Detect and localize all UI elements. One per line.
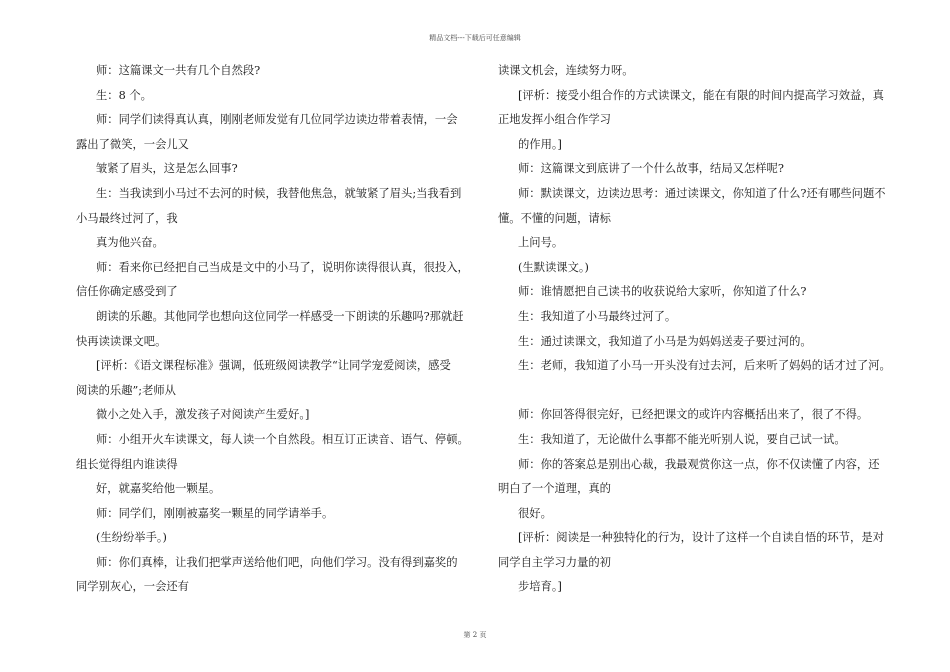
blank-line (498, 379, 882, 404)
text-line: 师：看来你已经把自己当成是文中的小马了，说明你读得很认真，很投入， (96, 260, 469, 274)
text-line: 阅读的乐趣”;老师从 (76, 383, 176, 397)
text-line: 生：通过读课文，我知道了小马是为妈妈送麦子要过河的。 (518, 334, 812, 348)
text-line: 快再读读课文吧。 (76, 334, 167, 348)
text-line: 懂。不懂的问题，请标 (498, 211, 611, 225)
text-line: 很好。 (518, 506, 552, 520)
text-line: 师：你的答案总是别出心裁，我最观赏你这一点，你不仅读懂了内容，还 (518, 457, 880, 471)
text-line: 师：这篇课文到底讲了一个什么故事，结局又怎样呢? (518, 162, 784, 176)
text-line: 明白了一个道理，真的 (498, 482, 611, 496)
text-line: 真为他兴奋。 (96, 236, 164, 250)
text-line: 读课文机会，连续努力呀。 (498, 64, 634, 77)
page-number: 第 2 页 (463, 631, 487, 639)
text-line: 师：你回答得很完好，已经把课文的或许内容概括出来了，很了不得。 (518, 408, 869, 422)
text-line: [评析：阅读是一种独特化的行为，设计了这样一个自读自悟的环节，是对 (518, 531, 884, 545)
text-line: 同学自主学习力量的初 (498, 555, 611, 569)
text-line: 生：当我读到小马过不去河的时候，我替他焦急，就皱紧了眉头;当我看到 (96, 186, 462, 200)
text-line: 组长觉得组内谁读得 (76, 457, 178, 471)
text-line: 皱紧了眉头，这是怎么回事? (96, 162, 238, 176)
text-line: 好，就嘉奖给他一颗星。 (96, 482, 221, 496)
text-line: [评析：接受小组合作的方式读课文，能在有限的时间内提高学习效益，真 (518, 88, 884, 102)
text-line: 师：谁情愿把自己读书的收获说给大家听，你知道了什么? (518, 285, 807, 299)
page-header: 精品文档---下载后可任意编辑 (429, 34, 521, 42)
text-line: 生：8 个。 (96, 88, 152, 102)
text-line: 生：我知道了小马最终过河了。 (518, 309, 677, 323)
text-line: 微小之处入手，激发孩子对阅读产生爱好。] (96, 408, 310, 422)
text-line: 露出了微笑，一会儿又 (76, 137, 189, 151)
text-line: 上问号。 (518, 236, 564, 250)
text-line: 步培育。] (518, 580, 562, 594)
text-line: 信任你确定感受到了 (76, 285, 178, 299)
text-line: (生纷纷举手。) (96, 531, 167, 545)
text-line: 正地发挥小组合作学习 (498, 113, 611, 127)
text-line: 生：我知道了，无论做什么事都不能光听别人说，要自己试一试。 (518, 432, 846, 446)
text-line: 师：小组开火车读课文，每人读一个自然段。相互订正读音、语气、停顿。 (96, 432, 469, 446)
text-line: 师：你们真棒，让我们把掌声送给他们吧，向他们学习。没有得到嘉奖的 (96, 555, 458, 569)
text-line: 师：这篇课文一共有几个自然段? (96, 64, 261, 77)
text-line: 师：默读课文，边读边思考：通过读课文，你知道了什么?还有哪些问题不 (518, 186, 886, 200)
text-line: (生默读课文。) (518, 260, 589, 274)
text-line: 师：同学们读得真认真，刚刚老师发觉有几位同学边读边带着表情，一会 (96, 113, 458, 127)
text-line: 朗读的乐趣。其他同学也想向这位同学一样感受一下朗读的乐趣吗?那就赶 (96, 309, 464, 323)
left-column (76, 59, 469, 600)
text-line: 生：老师，我知道了小马一开头没有过去河，后来听了妈妈的话才过了河。 (518, 359, 891, 373)
text-line: 师：同学们，刚刚被嘉奖一颗星的同学请举手。 (96, 506, 334, 520)
text-line: 同学别灰心，一会还有 (76, 580, 189, 594)
text-line: [评析：《语文课程标准》强调，低班级阅读教学“让同学宠爱阅读，感受 (96, 359, 451, 373)
right-column (498, 59, 891, 600)
text-line: 小马最终过河了，我 (76, 211, 178, 225)
text-line: 的作用。] (518, 137, 562, 151)
